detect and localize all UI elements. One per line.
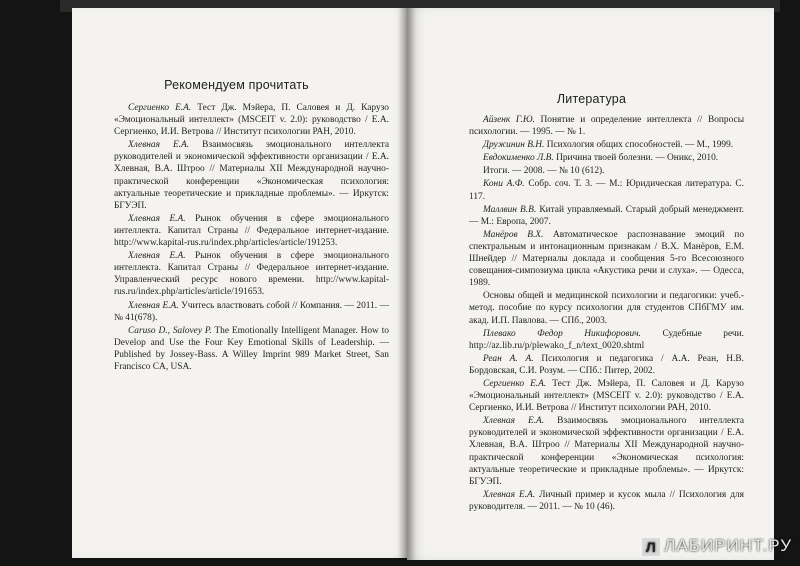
reference-author: Плевако Федор Никифорович.	[483, 328, 641, 339]
reference-entry	[114, 139, 389, 212]
reference-entry	[114, 300, 389, 324]
right-page	[407, 8, 774, 560]
reference-text: The Emotionally Intelligent Manager. How to Develop and Use the Four Key Emotional Skills of Leadership. — Published by Jossey-Bass. A Willey Imprint 989 Market Street, San Francisco CA, USA.	[114, 325, 389, 372]
reference-text: Основы общей и медицинской психологии и педагогики: учеб.-метод. пособие по курсу психологии для студентов СПбГМУ им. акад. И.П. Павлова. — СПб., 2003.	[469, 291, 744, 326]
reference-entry	[469, 114, 744, 138]
left-page	[72, 8, 407, 558]
reference-entry	[469, 290, 744, 326]
reference-author: Айзенк Г.Ю.	[483, 115, 535, 125]
reference-entry	[469, 204, 744, 228]
reference-author: Сергиенко Е.А.	[128, 103, 192, 113]
reference-author: Хлевная Е.А.	[128, 251, 186, 262]
reference-text: Собр. соч. Т. 3. — М.: Юридическая литература. С. 117.	[469, 179, 744, 202]
reference-text: Взаимосвязь эмоционального интеллекта руководителей и экономической эффективности организации / Е.А. Хлевная, В.А. Штроо // Материалы XII Международной научно-практической конференции «Экономическая психология: актуальные теоретические и прикладные проблемы». — Иркутск: БГУЭП.	[469, 416, 744, 487]
reference-text: Тест Дж. Мэйера, П. Саловея и Д. Карузо «Эмоциональный интеллект» (MSCEIT v. 2.0): руководство / Е.А. Сергиенко, И.И. Ветрова // Институт психологии РАН, 2010.	[114, 103, 389, 138]
reference-author: Хлевная Е.А.	[128, 300, 179, 311]
reference-entry	[114, 250, 389, 298]
watermark-text: ЛАБИРИНТ.РУ	[664, 536, 792, 555]
reference-author: Реан А. А.	[483, 353, 534, 364]
reference-entry	[469, 328, 744, 352]
reference-entry	[114, 325, 389, 373]
reference-text: Учитесь властвовать собой // Компания. — 2011. — № 41(678).	[114, 300, 389, 323]
reference-author: Кони А.Ф.	[483, 179, 525, 190]
reference-author: Хлевная Е.А.	[483, 416, 545, 427]
reference-entry	[114, 102, 389, 138]
watermark-logo	[642, 536, 792, 556]
right-page-title: Литература	[556, 92, 627, 106]
reference-entry	[114, 213, 389, 249]
reference-text: Рынок обучения в сфере эмоционального интеллекта. Капитал Страны // Федеральное интернет-издание. http://www.kapital-rus.ru/index.php/articles/article/191253.	[114, 213, 389, 249]
reference-text: Психология общих способностей. — М., 1999.	[544, 140, 734, 151]
reference-text: Итоги. — 2008. — № 10 (612).	[483, 166, 605, 177]
literature-list	[469, 114, 744, 513]
reference-text: Судебные речи. http://az.lib.ru/p/plewako_f_n/text_0020.shtml	[469, 328, 744, 351]
reference-author: Хлевная Е.А.	[483, 489, 536, 500]
reference-text: Личный пример и кусок мыла // Психология для руководителя. — 2011. — № 10 (46).	[469, 489, 744, 512]
reference-entry	[469, 489, 744, 513]
reference-author: Евдокименко Л.В.	[483, 153, 554, 164]
reference-text: Понятие и определение интеллекта // Вопросы психологии. — 1995. — № 1.	[469, 115, 744, 138]
reference-text: Автоматическое распознавание эмоций по спектральным и интонационным признакам / В.Х. Манёров, Е.М. Шнейдер // Материалы доклада и сообщения 5-го Всесоюзного совещания-симпозиума цикла «Акустика речи и слуха». — Одесса, 1989.	[469, 229, 745, 289]
reference-text: Тест Дж. Мэйера, П. Саловея и Д. Карузо «Эмоциональный интеллект» (MSCEIT v. 2.0): руководство / Е.А. Сергиенко, И.И. Ветрова // Институт психологии РАН, 2010.	[469, 378, 744, 414]
reference-author: Дружинин В.Н.	[483, 140, 545, 151]
reference-author: Манёров В.Х.	[483, 229, 544, 240]
reference-text: Китай управляемый. Старый добрый менеджмент. — М.: Европа, 2007.	[469, 204, 744, 227]
reference-author: Хлевная Е.А.	[128, 213, 186, 224]
reference-author: Caruso D., Salovey P.	[128, 325, 212, 336]
reference-entry	[469, 139, 744, 151]
reference-author: Хлевная Е.А.	[128, 140, 190, 151]
left-page-title: Рекомендуем прочитать	[164, 78, 309, 92]
reference-text: Причина твоей болезни. — Оникс, 2010.	[553, 153, 719, 164]
reference-entry	[469, 152, 744, 164]
reference-text: Рынок обучения в сфере эмоционального интеллекта. Капитал Страны // Федеральное интернет-издание. Управленческий ресурс нового времени. http://www.kapital-rus.ru/index.php/articles/article/191653.	[114, 251, 389, 298]
reference-author: Маллвин В.В.	[483, 204, 537, 215]
reference-entry	[469, 378, 744, 414]
reference-entry	[469, 353, 744, 377]
reference-entry	[469, 415, 744, 488]
reference-entry	[469, 178, 744, 202]
reference-text: Психология и педагогика / А.А. Реан, Н.В. Бордовская, С.И. Розум. — СПб.: Питер, 2002.	[469, 353, 744, 376]
reference-entry	[469, 165, 744, 177]
reference-text: Взаимосвязь эмоционального интеллекта руководителей и экономической эффективности организации / Е.А. Хлевная, В.А. Штроо // Материалы XII Международной научно-практической конференции «Экономическая психология: актуальные теоретические и прикладные проблемы». — Иркутск: БГУЭП.	[114, 140, 389, 211]
reference-entry	[469, 229, 744, 289]
watermark-box-icon: Л	[642, 538, 660, 556]
reference-author: Сергиенко Е.А.	[483, 378, 547, 389]
recommended-list	[114, 102, 389, 373]
